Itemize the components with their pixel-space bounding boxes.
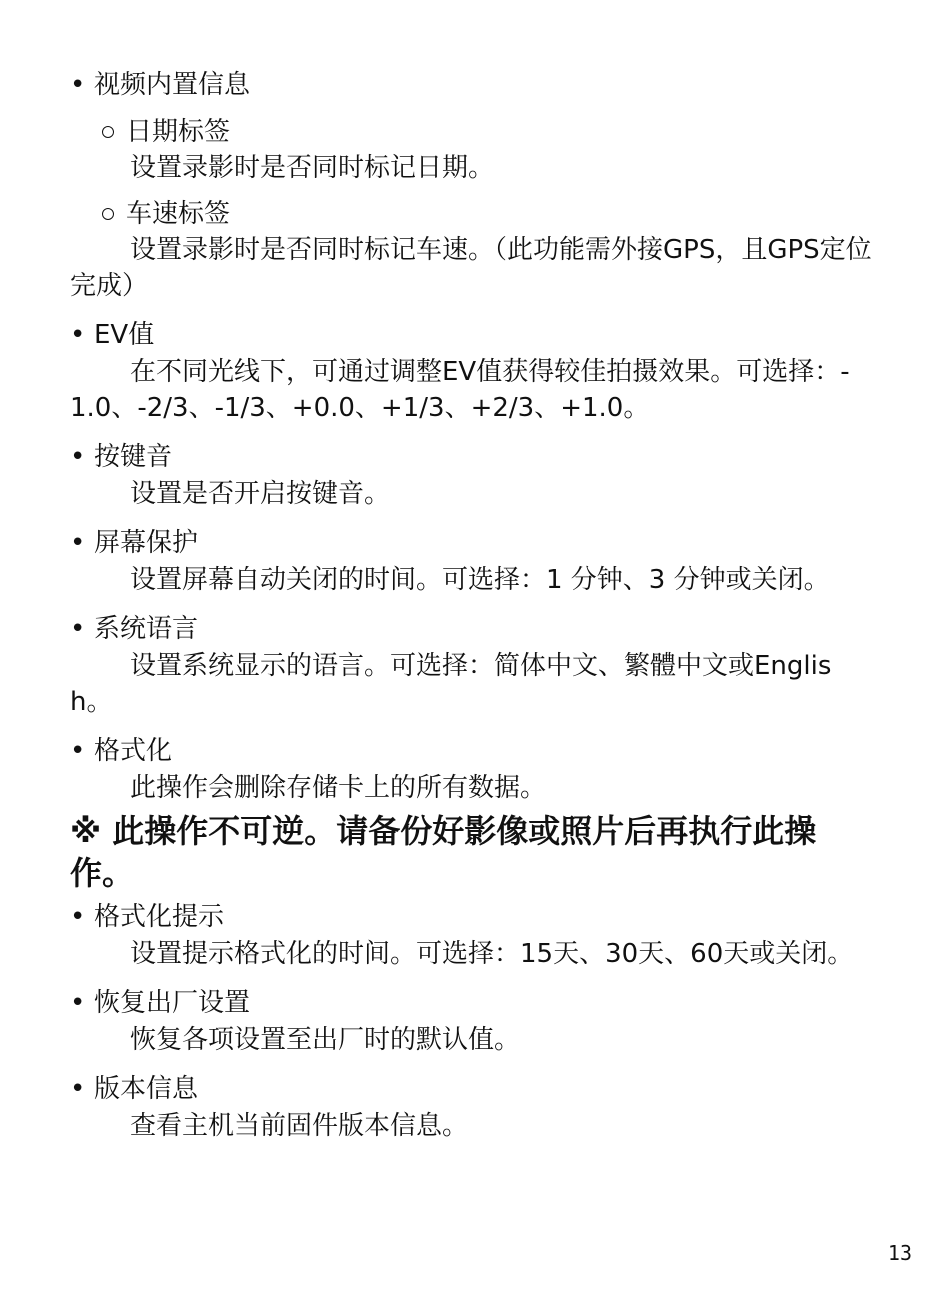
subitem-description: 设置录影时是否同时标记日期。 — [130, 153, 495, 183]
item-title — [70, 1070, 872, 1108]
setting-item-key-sound — [70, 438, 872, 512]
circle-bullet-icon — [102, 208, 114, 220]
item-title-text: 视频内置信息 — [94, 70, 251, 100]
item-description: 此操作会删除存储卡上的所有数据。 — [130, 773, 547, 803]
setting-item-factory-reset — [70, 984, 872, 1058]
item-description: 设置提示格式化的时间。可选择：15天、30天、60天或关闭。 — [130, 939, 854, 969]
bullet-icon: • — [70, 736, 86, 766]
item-title-text: 屏幕保护 — [94, 528, 199, 558]
subitem-date-stamp — [100, 114, 872, 186]
item-title-text: EV值 — [94, 320, 155, 350]
bullet-icon: • — [70, 902, 86, 932]
subitem-title — [100, 196, 872, 232]
item-title-text: 系统语言 — [94, 614, 199, 644]
item-title — [70, 524, 872, 562]
subitem-description: 设置录影时是否同时标记车速。（此功能需外接GPS，且GPS定位完成） — [70, 235, 872, 301]
item-description: 在不同光线下，可通过调整EV值获得较佳拍摄效果。可选择：-1.0、-2/3、-1/3、+0.0、+1/3、+2/3、+1.0。 — [70, 357, 850, 423]
bullet-icon: • — [70, 1074, 86, 1104]
item-description: 查看主机当前固件版本信息。 — [130, 1111, 469, 1141]
item-title — [70, 984, 872, 1022]
item-title — [70, 610, 872, 648]
item-description: 恢复各项设置至出厂时的默认值。 — [130, 1025, 521, 1055]
warning-note: ※ 此操作不可逆。请备份好影像或照片后再执行此操作。 — [70, 812, 817, 892]
subitem-title-text: 车速标签 — [126, 199, 231, 229]
item-title — [70, 316, 872, 354]
circle-bullet-icon — [102, 126, 114, 138]
item-description: 设置系统显示的语言。可选择：简体中文、繁體中文或English。 — [70, 651, 832, 717]
bullet-icon: • — [70, 442, 86, 472]
subitem-speed-stamp — [100, 196, 872, 232]
item-title — [70, 732, 872, 770]
item-title-text: 按键音 — [94, 442, 173, 472]
subitem-title — [100, 114, 872, 150]
bullet-icon: • — [70, 528, 86, 558]
setting-item-version-info — [70, 1070, 872, 1144]
item-description: 设置屏幕自动关闭的时间。可选择：1 分钟、3 分钟或关闭。 — [130, 565, 830, 595]
setting-item-ev — [70, 316, 872, 426]
setting-item-format — [70, 732, 872, 806]
item-title-text: 格式化提示 — [94, 902, 225, 932]
page-number: 13 — [887, 1241, 912, 1265]
bullet-icon: • — [70, 988, 86, 1018]
setting-item-screensaver — [70, 524, 872, 598]
setting-item-video-info — [70, 66, 872, 304]
item-title-text: 恢复出厂设置 — [94, 988, 251, 1018]
manual-page-content — [70, 66, 872, 1144]
item-title-text: 版本信息 — [94, 1074, 199, 1104]
setting-item-language — [70, 610, 872, 720]
subitem-title-text: 日期标签 — [126, 117, 231, 147]
bullet-icon: • — [70, 70, 86, 100]
bullet-icon: • — [70, 320, 86, 350]
item-title-text: 格式化 — [94, 736, 173, 766]
item-description: 设置是否开启按键音。 — [130, 479, 391, 509]
setting-item-format-reminder — [70, 898, 872, 972]
bullet-icon: • — [70, 614, 86, 644]
item-title — [70, 66, 872, 104]
item-title — [70, 438, 872, 476]
item-title — [70, 898, 872, 936]
